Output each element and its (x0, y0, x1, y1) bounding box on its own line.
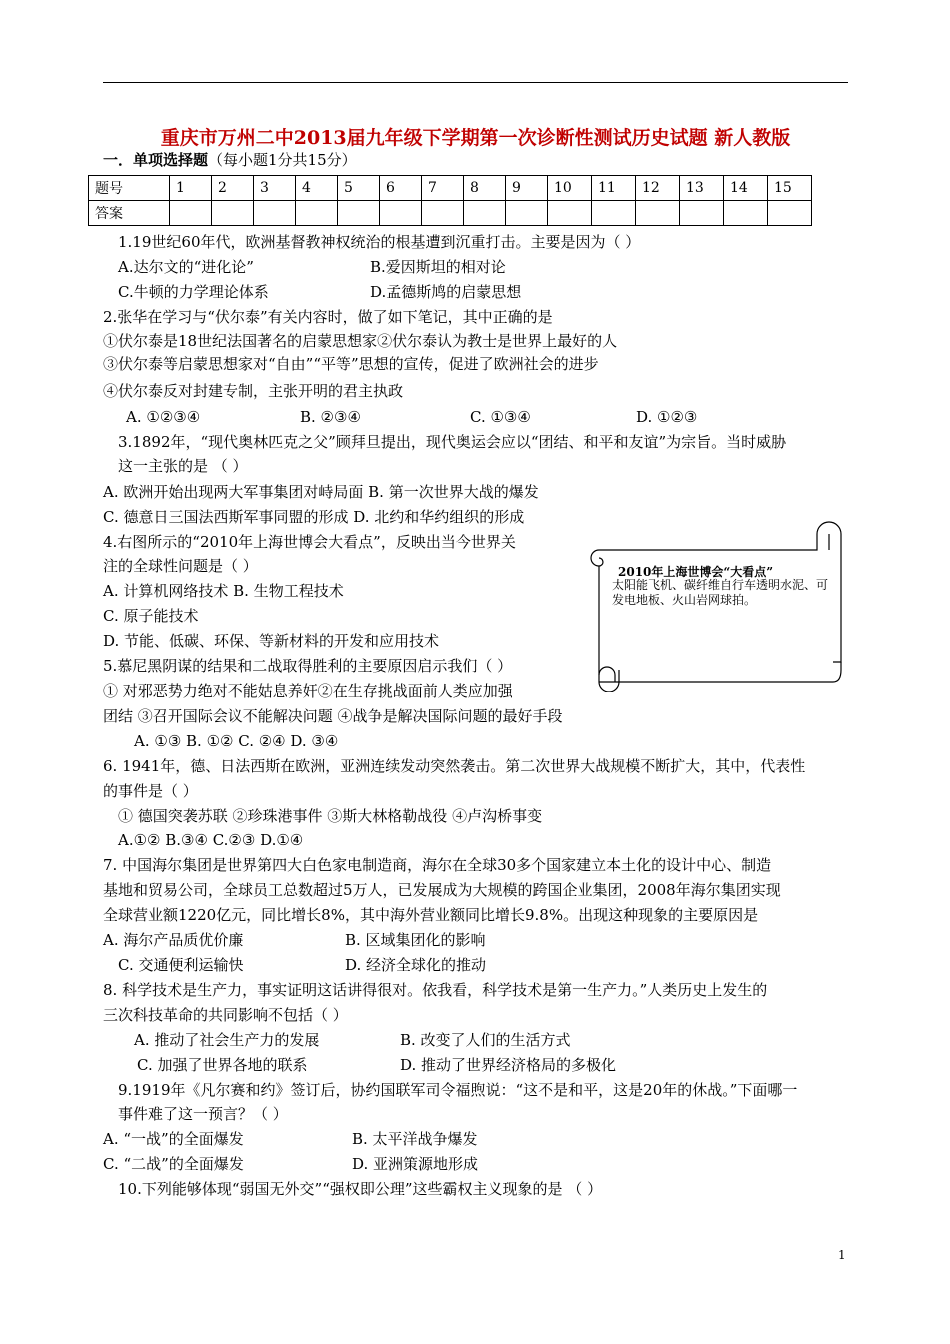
question-10: 10.下列能够体现“弱国无外交”“强权即公理”这些霸权主义现象的是 （ ） (118, 1180, 603, 1198)
option: D. 经济全球化的推动 (345, 956, 487, 974)
question-2: 2.张华在学习与“伏尔泰”有关内容时，做了如下笔记，其中正确的是 (103, 308, 553, 326)
option: A. ①②③④ (126, 408, 201, 426)
answer-cell[interactable] (724, 201, 768, 226)
option: B. 改变了人们的生活方式 (400, 1031, 571, 1049)
grid-number: 4 (296, 176, 338, 201)
grid-number: 9 (506, 176, 548, 201)
section-note: （每小题1分共15分） (208, 151, 357, 169)
grid-number: 1 (170, 176, 212, 201)
option: B. 太平洋战争爆发 (352, 1130, 478, 1148)
option: B. 区域集团化的影响 (345, 931, 486, 949)
grid-number: 11 (592, 176, 636, 201)
question-9-cont: 事件难了这一预言？（ ） (118, 1105, 288, 1123)
question-3: 3.1892年，“现代奥林匹克之父”顾拜旦提出，现代奥运会应以“团结、和平和友谊”为宗旨。当时威胁 (118, 433, 787, 451)
question-8: 8. 科学技术是生产力，事实证明这话讲得很对。依我看，科学技术是第一生产力。”人类历史上发生的 (103, 981, 768, 999)
grid-number: 2 (212, 176, 254, 201)
statement: ③伏尔泰等启蒙思想家对“自由”“平等”思想的宣传，促进了欧洲社会的进步 (103, 355, 599, 373)
option: A. “一战”的全面爆发 (103, 1130, 244, 1148)
answer-cell[interactable] (254, 201, 296, 226)
option: D. 亚洲策源地形成 (352, 1155, 479, 1173)
option: D.孟德斯鸠的启蒙思想 (370, 283, 522, 301)
answer-cell[interactable] (170, 201, 212, 226)
statement: ①伏尔泰是18世纪法国著名的启蒙思想家②伏尔泰认为教士是世界上最好的人 (103, 332, 618, 350)
option: A. 海尔产品质优价廉 (103, 931, 244, 949)
option: C. “二战”的全面爆发 (103, 1155, 244, 1173)
answer-cell[interactable] (422, 201, 464, 226)
grid-number: 6 (380, 176, 422, 201)
option: A.①② B.③④ C.②③ D.①④ (118, 831, 304, 849)
answer-grid (88, 175, 812, 226)
question-6-cont: 的事件是（ ） (103, 782, 198, 800)
option: A. ①③ B. ①② C. ②④ D. ③④ (134, 732, 339, 750)
grid-number: 12 (636, 176, 680, 201)
option: A. 推动了社会生产力的发展 (134, 1031, 320, 1049)
grid-number: 7 (422, 176, 464, 201)
answer-grid-number-row (89, 176, 812, 201)
grid-row-label: 答案 (89, 201, 170, 226)
section-label: 一．单项选择题 (103, 151, 209, 169)
grid-number: 14 (724, 176, 768, 201)
option: A. 计算机网络技术 B. 生物工程技术 (103, 582, 344, 600)
answer-cell[interactable] (592, 201, 636, 226)
question-7-cont: 全球营业额1220亿元，同比增长8%，其中海外营业额同比增长9.8%。出现这种现象的主要原因是 (103, 906, 759, 924)
answer-cell[interactable] (680, 201, 724, 226)
grid-number: 5 (338, 176, 380, 201)
option: A.达尔文的“进化论” (118, 258, 254, 276)
grid-number: 8 (464, 176, 506, 201)
answer-cell[interactable] (296, 201, 338, 226)
option: D. 节能、低碳、环保、等新材料的开发和应用技术 (103, 632, 440, 650)
question-4-cont: 注的全球性问题是（ ） (103, 557, 258, 575)
question-7: 7. 中国海尔集团是世界第四大白色家电制造商，海尔在全球30多个国家建立本土化的设计中心、制造 (103, 856, 772, 874)
section-heading (103, 150, 357, 170)
answer-cell[interactable] (464, 201, 506, 226)
question-6: 6. 1941年，德、日法西斯在欧洲，亚洲连续发动突然袭击。第二次世界大战规模不断扩大，其中，代表性 (103, 757, 806, 775)
grid-number: 10 (548, 176, 592, 201)
option: C. ①③④ (470, 408, 531, 426)
statement: ① 德国突袭苏联 ②珍珠港事件 ③斯大林格勒战役 ④卢沟桥事变 (118, 807, 543, 825)
option: C. 原子能技术 (103, 607, 199, 625)
answer-cell[interactable] (636, 201, 680, 226)
option: C. 德意日三国法西斯军事同盟的形成 D. 北约和华约组织的形成 (103, 508, 525, 526)
scroll-title: 2010年上海世博会“大看点” (618, 565, 774, 579)
answer-cell[interactable] (768, 201, 812, 226)
grid-number: 15 (768, 176, 812, 201)
question-1: 1.19世纪60年代，欧洲基督教神权统治的根基遭到沉重打击。主要是因为（ ） (118, 233, 641, 251)
answer-cell[interactable] (548, 201, 592, 226)
option: C. 交通便利运输快 (118, 956, 244, 974)
option: B. ②③④ (300, 408, 361, 426)
question-7-cont: 基地和贸易公司，全球员工总数超过5万人，已发展成为大规模的跨国企业集团，2008年海尔集团实现 (103, 881, 781, 899)
question-9: 9.1919年《凡尔赛和约》签订后，协约国联军司令福煦说：“这不是和平，这是20年的休战。”下面哪一 (118, 1081, 798, 1099)
grid-row-label: 题号 (89, 176, 170, 201)
answer-cell[interactable] (506, 201, 548, 226)
statement: ④伏尔泰反对封建专制，主张开明的君主执政 (103, 382, 404, 400)
page-number: 1 (838, 1248, 846, 1262)
statement: 团结 ③召开国际会议不能解决问题 ④战争是解决国际问题的最好手段 (103, 707, 563, 725)
option: D. 推动了世界经济格局的多极化 (400, 1056, 617, 1074)
question-4: 4.右图所示的“2010年上海世博会大看点”，反映出当今世界关 (103, 533, 516, 551)
page-title: 重庆市万州二中2013届九年级下学期第一次诊断性测试历史试题 新人教版 (160, 127, 791, 149)
option: C.牛顿的力学理论体系 (118, 283, 269, 301)
question-8-cont: 三次科技革命的共同影响不包括（ ） (103, 1006, 348, 1024)
question-3-cont: 这一主张的是 （ ） (118, 457, 248, 475)
statement: ① 对邪恶势力绝对不能姑息养奸②在生存挑战面前人类应加强 (103, 682, 513, 700)
answer-cell[interactable] (212, 201, 254, 226)
grid-number: 13 (680, 176, 724, 201)
scroll-body: 太阳能飞机、碳纤维自行车透明水泥、可发电地板、火山岩网球拍。 (612, 578, 829, 607)
option: D. ①②③ (636, 408, 698, 426)
answer-cell[interactable] (338, 201, 380, 226)
option: B.爱因斯坦的相对论 (370, 258, 506, 276)
answer-cell[interactable] (380, 201, 422, 226)
option: C. 加强了世界各地的联系 (137, 1056, 308, 1074)
option: A. 欧洲开始出现两大军事集团对峙局面 B. 第一次世界大战的爆发 (103, 483, 539, 501)
top-rule (103, 82, 848, 83)
grid-number: 3 (254, 176, 296, 201)
answer-grid-answer-row (89, 201, 812, 226)
question-5: 5.慕尼黑阴谋的结果和二战取得胜利的主要原因启示我们（ ） (103, 657, 513, 675)
